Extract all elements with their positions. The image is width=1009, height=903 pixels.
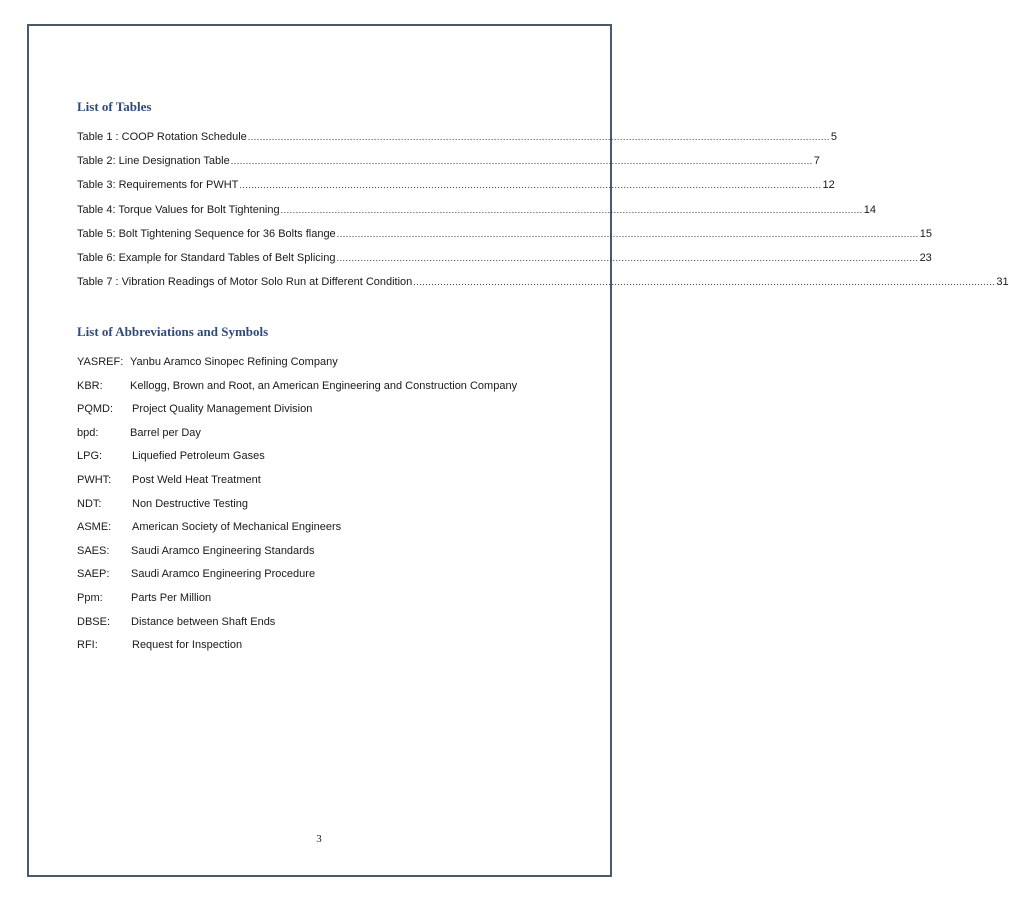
toc-entry-label: Table 3: Requirements for PWHT bbox=[77, 179, 239, 192]
abbreviation-definition: Parts Per Million bbox=[131, 591, 212, 604]
abbreviation-term: KBR: bbox=[77, 379, 103, 392]
toc-entry-table-3[interactable] bbox=[77, 179, 835, 203]
abbreviation-term: DBSE: bbox=[77, 615, 111, 628]
abbreviation-term: PQMD: bbox=[77, 403, 114, 416]
toc-entry-label: Table 2: Line Designation Table bbox=[77, 155, 230, 168]
dot-leader: .................................................................................................................................................................................................. bbox=[413, 277, 996, 288]
abbreviation-definition: Liquefied Petroleum Gases bbox=[132, 450, 265, 463]
abbreviation-definition: Kellogg, Brown and Root, an American Engineering and Construction Company bbox=[130, 379, 518, 392]
abbreviation-definition: American Society of Mechanical Engineers bbox=[132, 521, 342, 534]
abbreviation-item bbox=[77, 568, 517, 592]
toc-entry-label: Table 1 : COOP Rotation Schedule bbox=[77, 131, 247, 143]
abbreviation-term: LPG: bbox=[77, 450, 103, 463]
abbreviation-definition: Saudi Aramco Engineering Procedure bbox=[131, 568, 316, 581]
toc-entry-page: 12 bbox=[822, 179, 835, 192]
abbreviation-definition: Saudi Aramco Engineering Standards bbox=[131, 544, 315, 557]
abbreviation-definition: Distance between Shaft Ends bbox=[131, 615, 276, 628]
abbreviation-term: ASME: bbox=[77, 521, 112, 534]
abbreviation-term: YASREF: bbox=[77, 356, 124, 368]
toc-entry-page: 14 bbox=[863, 203, 876, 216]
abbreviation-definition: Yanbu Aramco Sinopec Refining Company bbox=[130, 356, 338, 368]
abbreviation-item bbox=[77, 356, 517, 380]
dot-leader: .................................................................................................................................................................................................. bbox=[247, 132, 830, 142]
toc-entry-table-7[interactable] bbox=[77, 276, 1009, 300]
toc-entry-table-4[interactable] bbox=[77, 203, 876, 228]
dot-leader: .................................................................................................................................................................................................. bbox=[336, 252, 919, 263]
abbreviations-heading: List of Abbreviations and Symbols bbox=[77, 324, 269, 339]
abbreviation-item bbox=[77, 639, 517, 663]
abbreviation-item bbox=[77, 427, 517, 451]
abbreviation-item bbox=[77, 498, 517, 522]
page-number: 3 bbox=[316, 833, 322, 845]
abbreviation-item bbox=[77, 380, 517, 404]
abbreviation-item bbox=[77, 403, 517, 427]
list-of-tables bbox=[77, 131, 1009, 300]
abbreviation-term: PWHT: bbox=[77, 473, 112, 486]
abbreviation-term: Ppm: bbox=[77, 591, 103, 604]
abbreviations-list bbox=[77, 356, 517, 663]
toc-entry-page: 23 bbox=[919, 251, 932, 264]
toc-entry-label: Table 7 : Vibration Readings of Motor Solo Run at Different Condition bbox=[77, 276, 413, 289]
dot-leader: .................................................................................................................................................................................................. bbox=[230, 156, 813, 167]
dot-leader: .................................................................................................................................................................................................. bbox=[336, 228, 919, 239]
abbreviation-item bbox=[77, 616, 517, 640]
toc-entry-table-2[interactable] bbox=[77, 155, 820, 179]
dot-leader: .................................................................................................................................................................................................. bbox=[239, 180, 822, 191]
toc-entry-page: 31 bbox=[996, 276, 1009, 289]
abbreviation-term: bpd: bbox=[77, 426, 99, 439]
abbreviation-item bbox=[77, 545, 517, 569]
toc-entry-table-5[interactable] bbox=[77, 227, 933, 252]
abbreviation-definition: Project Quality Management Division bbox=[132, 403, 313, 416]
dot-leader: .................................................................................................................................................................................................. bbox=[280, 204, 863, 215]
abbreviation-definition: Non Destructive Testing bbox=[132, 497, 248, 510]
toc-entry-page: 15 bbox=[919, 227, 933, 240]
list-of-tables-heading: List of Tables bbox=[77, 99, 152, 114]
abbreviation-term: RFI: bbox=[77, 639, 98, 652]
toc-entry-label: Table 6: Example for Standard Tables of Belt Splicing bbox=[77, 251, 336, 264]
toc-entry-label: Table 5: Bolt Tightening Sequence for 36 Bolts flange bbox=[77, 227, 336, 240]
abbreviation-item bbox=[77, 521, 517, 545]
toc-entry-page: 5 bbox=[830, 131, 838, 143]
abbreviation-term: SAES: bbox=[77, 544, 110, 557]
abbreviation-definition: Post Weld Heat Treatment bbox=[132, 473, 261, 486]
toc-entry-table-6[interactable] bbox=[77, 251, 932, 276]
toc-entry-label: Table 4: Torque Values for Bolt Tightening bbox=[77, 203, 280, 216]
abbreviation-term: SAEP: bbox=[77, 568, 110, 581]
abbreviation-item bbox=[77, 592, 517, 616]
abbreviation-definition: Barrel per Day bbox=[130, 426, 201, 439]
abbreviation-item bbox=[77, 474, 517, 498]
toc-entry-page: 7 bbox=[813, 155, 820, 168]
abbreviation-definition: Request for Inspection bbox=[132, 639, 243, 652]
toc-entry-table-1[interactable] bbox=[77, 131, 838, 155]
abbreviation-item bbox=[77, 450, 517, 474]
abbreviation-term: NDT: bbox=[77, 497, 102, 510]
